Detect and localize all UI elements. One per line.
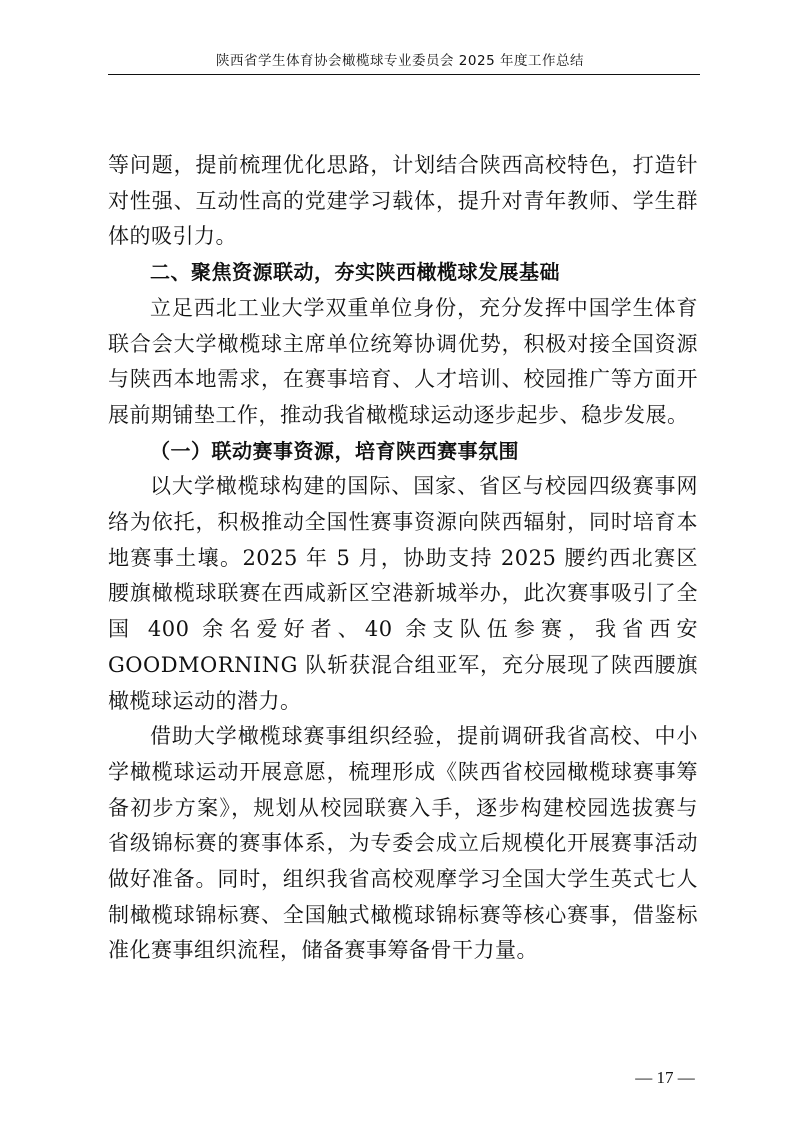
page-number: — 17 —	[635, 1068, 695, 1087]
header-divider	[108, 74, 700, 75]
running-header	[0, 0, 800, 80]
paragraph-party-building-continued: 等问题，提前梳理优化思路，计划结合陕西高校特色，打造针对性强、互动性高的党建学习载体，提升对青年教师、学生群体的吸引力。	[108, 153, 698, 249]
paragraph-resource-linkage: 立足西北工业大学双重单位身份，充分发挥中国学生体育联合会大学橄榄球主席单位统筹协调优势，积极对接全国资源与陕西本地需求，在赛事培育、人才培训、校园推广等方面开展前期铺垫工作，推动我省橄榄球运动逐步起步、稳步发展。	[108, 295, 698, 427]
document-body	[108, 148, 698, 969]
paragraph-event-network: 以大学橄榄球构建的国际、国家、省区与校园四级赛事网络为依托，积极推动全国性赛事资源向陕西辐射，同时培育本地赛事土壤。2025 年 5 月，协助支持 2025 腰约西北赛区腰旗橄榄球联赛在西咸新区空港新城举办，此次赛事吸引了全国 400 余名爱好者、40 余支队伍参赛，我省西安 GOODMORNING 队斩获混合组亚军，充分展现了陕西腰旗橄榄球运动的潜力。	[108, 474, 698, 713]
document-header-title: 陕西省学生体育协会橄榄球专业委员会 2025 年度工作总结	[216, 53, 584, 69]
section-heading-2: 二、聚焦资源联动，夯实陕西橄榄球发展基础	[150, 260, 560, 285]
subsection-heading-1: （一）联动赛事资源，培育陕西赛事氛围	[150, 438, 519, 463]
paragraph-campus-event-plan: 借助大学橄榄球赛事组织经验，提前调研我省高校、中小学橄榄球运动开展意愿，梳理形成《陕西省校园橄榄球赛事筹备初步方案》，规划从校园联赛入手，逐步构建校园选拔赛与省级锦标赛的赛事体系，为专委会成立后规模化开展赛事活动做好准备。同时，组织我省高校观摩学习全国大学生英式七人制橄榄球锦标赛、全国触式橄榄球锦标赛等核心赛事，借鉴标准化赛事组织流程，储备赛事筹备骨干力量。	[108, 724, 698, 963]
